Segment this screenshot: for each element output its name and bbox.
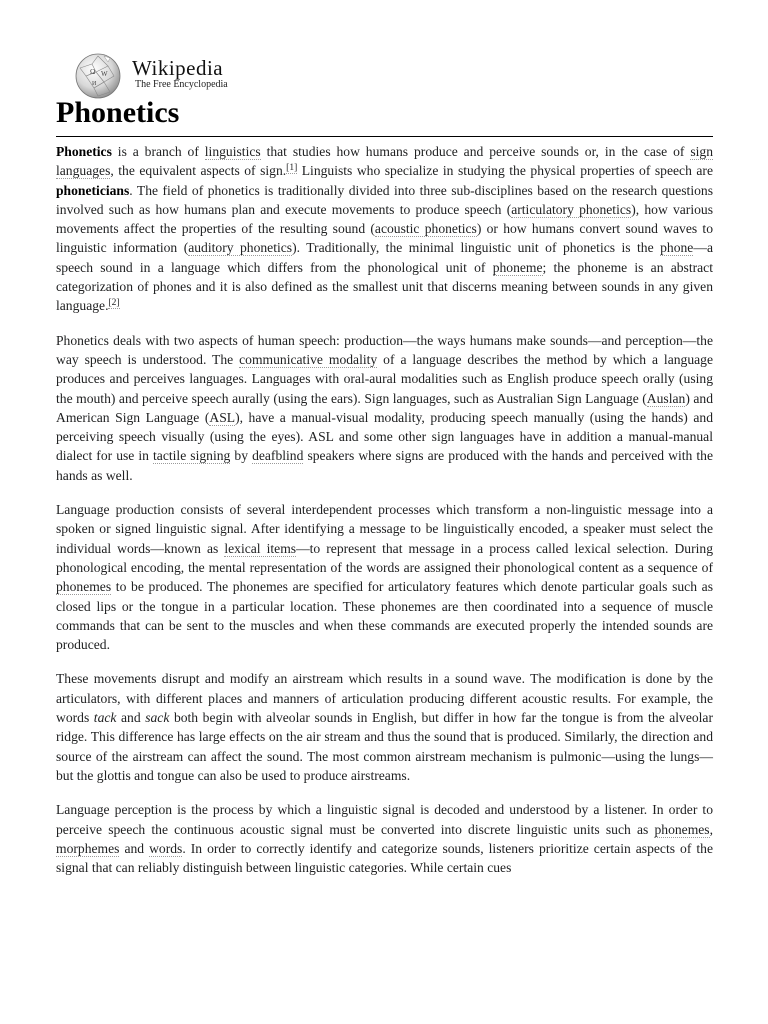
svg-text:Ω: Ω (90, 68, 96, 76)
text: is a branch of (111, 144, 205, 159)
title-divider (56, 136, 713, 137)
text: Language perception is the process by which a linguistic signal is decoded and understood by a listener. In order to perceive speech the continuous acoustic signal must be converted into discrete linguistic units such as (56, 802, 713, 837)
text: and (119, 840, 150, 856)
text: ) or how humans convert sound waves to linguistic information ( (56, 221, 713, 256)
link-communicative-modality[interactable]: communicative modality (239, 351, 378, 367)
link-phoneme[interactable]: phoneme (492, 259, 543, 275)
paragraph-5 (56, 800, 713, 877)
term-phoneticians: phoneticians (56, 182, 130, 198)
text: Linguists who specialize in studying the physical properties of speech are (297, 163, 713, 179)
text: ). Traditionally, the minimal linguistic unit of phonetics is the (292, 240, 661, 256)
page-title: Phonetics (56, 96, 180, 129)
text: both begin with alveolar sounds in English, but differ in how far the tongue is from the alveolar ridge. This difference has large effects on the air stream and thus the sound that is produced. Similarly, the direction and source of the airstream can affect the sound. The most common airstream mechanism is pulmonic—using the lungs—but the glottis and tongue can also be used to produce airstreams. (56, 710, 713, 783)
wikipedia-globe-logo[interactable] (74, 52, 122, 100)
text: ) and American Sign Language ( (56, 390, 713, 425)
paragraph-2 (56, 331, 713, 485)
wikipedia-tagline: The Free Encyclopedia (135, 79, 228, 90)
link-deafblind[interactable]: deafblind (252, 448, 304, 464)
article-body (56, 142, 713, 892)
link-morphemes[interactable]: morphemes (56, 840, 120, 856)
text: ), have a manual-visual modality, producing speech manually (using the hands) and perceiving speech visually (using the eyes). ASL and some other sign languages have in addition a manual-manual dialect for use in (56, 409, 713, 464)
link-phone[interactable]: phone (660, 240, 694, 256)
reference-1[interactable]: [1] (286, 162, 298, 173)
text: by (230, 448, 253, 464)
wikipedia-wordmark: Wikipedia (132, 56, 224, 80)
site-header[interactable] (74, 50, 374, 98)
text: Phonetics deals with two aspects of human speech: production—the ways humans make sounds—and perception—the way speech is understood. The (56, 332, 713, 367)
example-word-tack: tack (93, 710, 117, 726)
text: . In order to correctly identify and categorize sounds, listeners prioritize certain aspects of the signal that can reliably distinguish between linguistic categories. While certain cues (56, 840, 713, 876)
link-lexical-items[interactable]: lexical items (224, 540, 297, 556)
link-articulatory-phonetics[interactable]: articulatory phonetics (511, 201, 632, 217)
link-asl[interactable]: ASL (209, 409, 236, 425)
text: Language production consists of several interdependent processes which transform a non-linguistic message into a spoken or signed linguistic signal. After identifying a message to be linguistically encoded, a speaker must select the individual words—known as (56, 502, 713, 556)
paragraph-3 (56, 500, 713, 654)
link-words[interactable]: words (149, 840, 183, 856)
text: These movements disrupt and modify an airstream which results in a sound wave. The modification is done by the articulators, with different places and manners of articulation producing different acoustic results. For example, the words (56, 671, 713, 726)
text: . The field of phonetics is traditionally divided into three sub-disciplines based on the research questions involved such as how humans plan and execute movements to produce speech ( (56, 182, 713, 217)
paragraph-4 (56, 669, 713, 785)
text: , the equivalent aspects of sign. (110, 163, 287, 179)
link-acoustic-phonetics[interactable]: acoustic phonetics (374, 221, 477, 237)
link-auslan[interactable]: Auslan (646, 390, 686, 406)
link-phonemes[interactable]: phonemes (654, 821, 710, 837)
text: and (116, 710, 146, 726)
reference-2[interactable]: [2] (108, 297, 120, 308)
text: to be produced. The phonemes are specified for articulatory features which denote particular goals such as closed lips or the tongue in a particular location. These phonemes are then coordinated into a sequence of muscle commands that can be sent to the muscles and when these commands are executed properly the intended sounds are produced. (56, 579, 713, 653)
link-sign-languages[interactable]: sign languages (56, 144, 714, 179)
text: —a speech sound in a language which differs from the phonological unit of (56, 240, 713, 275)
link-tactile-signing[interactable]: tactile signing (153, 448, 231, 464)
text: ), how various movements affect the properties of the resulting sound ( (56, 201, 713, 237)
example-word-sack: sack (145, 710, 170, 726)
link-auditory-phonetics[interactable]: auditory phonetics (188, 240, 293, 256)
text: of a language describes the method by which a language produces and perceives languages. Languages with oral-aural modalities such as English produce speech orally (using the mouth) and perceive speech aurally (using the ears). Sign languages, such as Australian Sign Language ( (56, 351, 713, 406)
text: speakers where signs are produced with the hands and perceived with the hands as well. (56, 448, 714, 483)
text: ; the phoneme is an abstract categorization of phones and it is also defined as the smallest unit that discerns meaning between sounds in any given language. (56, 259, 713, 314)
term-phonetics: Phonetics (56, 144, 112, 159)
paragraph-1 (56, 142, 713, 316)
svg-text:W: W (101, 70, 108, 78)
text: , (709, 821, 713, 837)
text: that studies how humans produce and perceive sounds or, in the case of (260, 144, 691, 159)
svg-text:И: И (92, 81, 97, 87)
link-phonemes[interactable]: phonemes (56, 579, 112, 595)
link-linguistics[interactable]: linguistics (204, 144, 261, 159)
text: —to represent that message in a process called lexical selection. During phonological encoding, the mental representation of the words are assigned their phonological content as a sequence of (56, 540, 713, 575)
